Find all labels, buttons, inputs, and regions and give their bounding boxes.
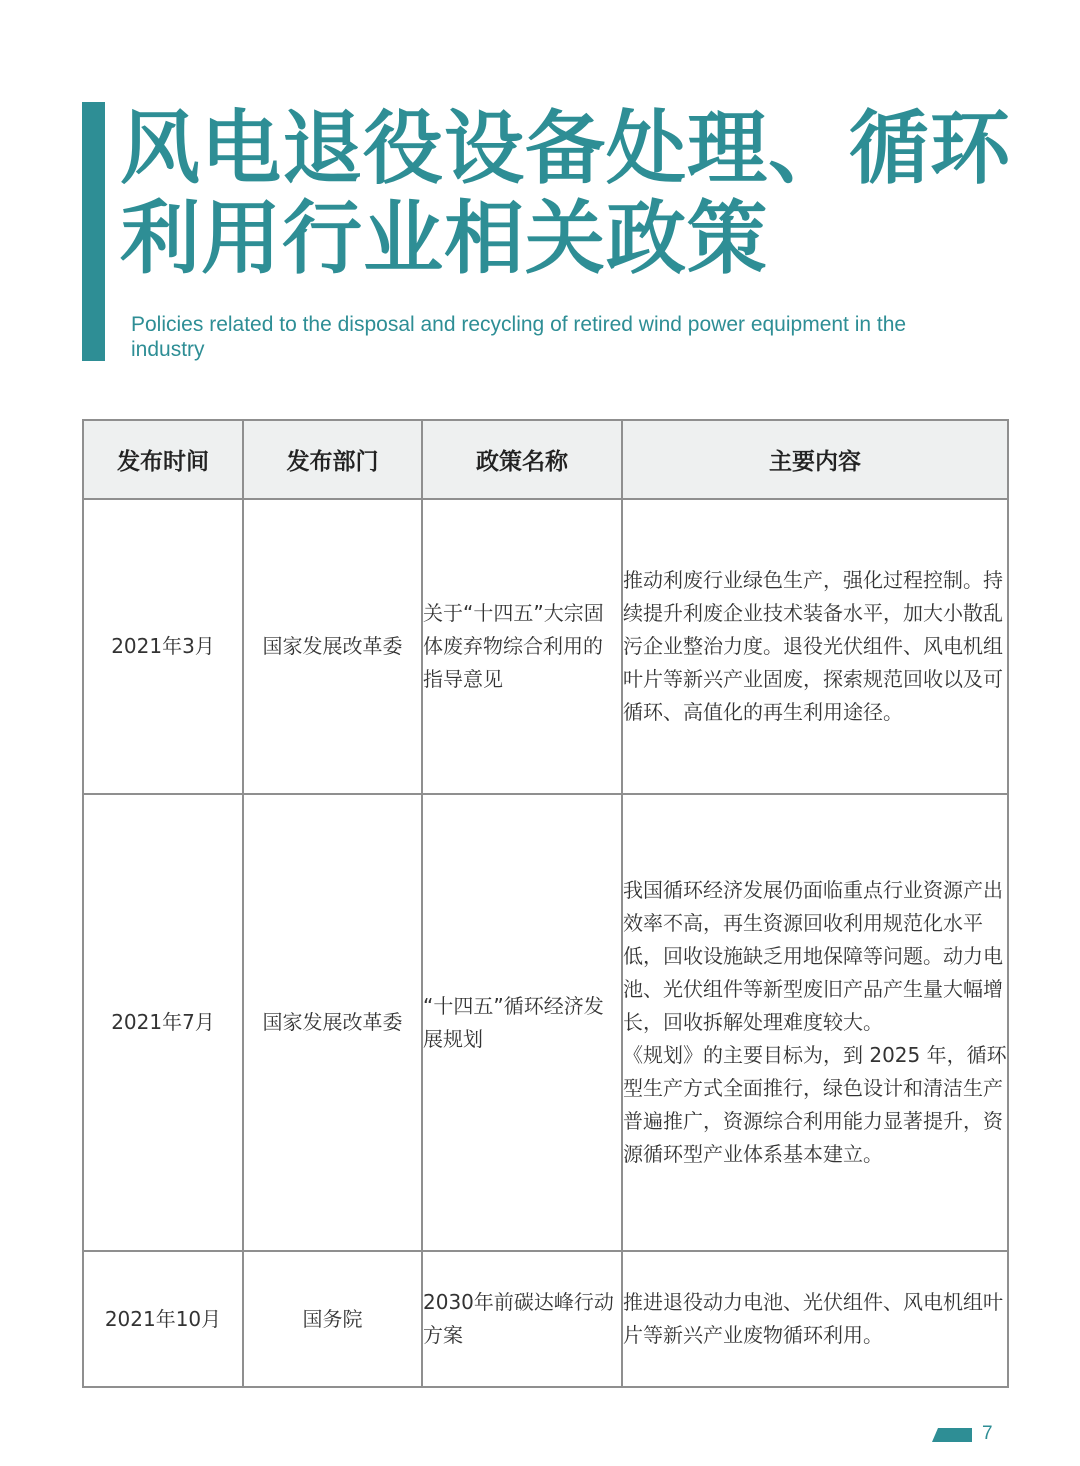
table-row [83,1251,1008,1387]
cell-date: 2021年3月 [83,499,243,794]
cell-main-content [622,1251,1008,1387]
content-paragraph: 我国循环经济发展仍面临重点行业资源产出效率不高，再生资源回收利用规范化水平低，回收设施缺乏用地保障等问题。动力电池、光伏组件等新型废旧产品产生量大幅增长，回收拆解处理难度较大。 [623,878,1003,1034]
cell-main-content [622,499,1008,794]
cell-department: 国务院 [243,1251,422,1387]
header-department: 发布部门 [243,420,422,499]
content-paragraph: 推进退役动力电池、光伏组件、风电机组叶片等新兴产业废物循环利用。 [623,1290,1003,1347]
cell-department: 国家发展改革委 [243,499,422,794]
content-paragraph: 推动利废行业绿色生产，强化过程控制。持续提升利废企业技术装备水平，加大小散乱污企业整治力度。退役光伏组件、风电机组叶片等新兴产业固废，探索规范回收以及可循环、高值化的再生利用途径。 [623,568,1003,724]
cell-date: 2021年10月 [83,1251,243,1387]
page-number: 7 [982,1423,993,1444]
page-subtitle: Policies related to the disposal and recycling of retired wind power equipment in the industry [131,313,907,361]
content-paragraph: 《规划》的主要目标为，到 2025 年，循环型生产方式全面推行，绿色设计和清洁生产普遍推广，资源综合利用能力显著提升，资源循环型产业体系基本建立。 [623,1043,1007,1166]
table-row [83,499,1008,794]
table-row [83,794,1008,1251]
table-header-row [83,420,1008,499]
header-date: 发布时间 [83,420,243,499]
page-title: 风电退役设备处理、循环利用行业相关政策 [120,102,1011,285]
header-main-content: 主要内容 [622,420,1008,499]
footer-accent-bar [932,1428,972,1442]
cell-policy-name: 2030年前碳达峰行动方案 [422,1251,622,1387]
cell-date: 2021年7月 [83,794,243,1251]
title-accent-bar [82,102,105,361]
cell-department: 国家发展改革委 [243,794,422,1251]
cell-policy-name: 关于“十四五”大宗固体废弃物综合利用的指导意见 [422,499,622,794]
cell-policy-name: “十四五”循环经济发展规划 [422,794,622,1251]
header-policy-name: 政策名称 [422,420,622,499]
cell-main-content [622,794,1008,1251]
policy-table [82,419,1009,1388]
